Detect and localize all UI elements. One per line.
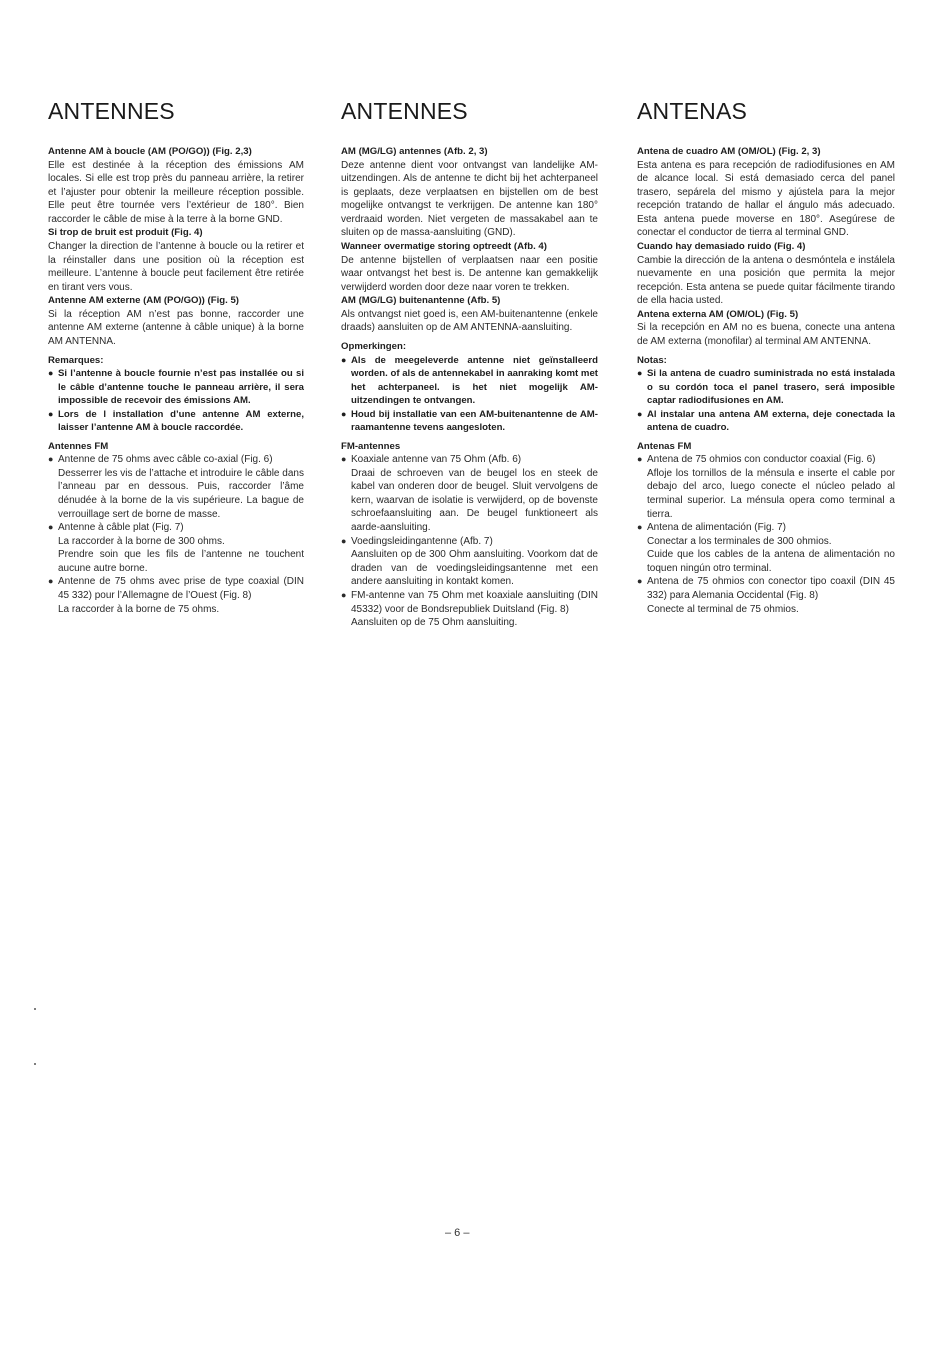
subheading: Antenas FM [637, 440, 692, 452]
list-item-text: Antenne de 75 ohms avec câble co-axial (Fig. 6) [58, 454, 273, 466]
list-item [637, 575, 895, 602]
scan-speck [34, 1008, 36, 1010]
indented-paragraph: Afloje los tornillos de la ménsula e inserte el cable por debajo del arco, luego conecte el núcleo pelado al terminal superior. La ménsula opera como terminal a tierra. [647, 467, 895, 520]
bullet-icon: ● [637, 368, 643, 379]
paragraph: Si la réception AM n’est pas bonne, raccorder une antenne AM externe (antenne à câble unique) à la borne AM ANTENNA. [48, 308, 304, 348]
bullet-icon: ● [341, 589, 347, 600]
list-item [48, 453, 304, 467]
list-item [48, 575, 304, 602]
section-title: ANTENAS [637, 98, 748, 124]
list-item-text: Si la antena de cuadro suministrada no está instalada o su cordón toca el panel trasero, será imposible captar radiodifusiones en AM. [647, 368, 895, 407]
list-item-text: Houd bij installatie van een AM-buitenantenne de AM-raamantenne tevens aangesloten. [351, 408, 598, 434]
indented-paragraph: Prendre soin que les fils de l’antenne ne touchent aucune autre borne. [58, 549, 304, 574]
bullet-icon: ● [637, 576, 643, 587]
scan-speck [34, 1063, 36, 1065]
indented-paragraph: Aansluiten op de 300 Ohm aansluiting. Voorkom dat de draden van de voedingsleidingsantenne met een andere aansluiting in kontakt komen. [351, 549, 598, 588]
list-item-text: Antena de alimentación (Fig. 7) [647, 522, 786, 534]
list-item-text: Al instalar una antena AM externa, deje conectada la antena de cuadro. [647, 408, 895, 434]
list-item [341, 535, 598, 549]
subheading: Notas: [637, 354, 667, 366]
subheading: AM (MG/LG) antennes (Afb. 2, 3) [341, 146, 488, 157]
subheading: AM (MG/LG) buitenantenne (Afb. 5) [341, 295, 501, 307]
bullet-icon: ● [637, 408, 643, 419]
column-spanish [637, 98, 895, 616]
list-item-text: Si l’antenne à boucle fournie n’est pas installée ou si le câble d’antenne touche le panneau arrière, il sera impossible de recevoir des émissions AM. [58, 368, 304, 407]
indented-paragraph: Cuide que los cables de la antena de alimentación no toquen ningún otro terminal. [647, 549, 895, 574]
list-item [48, 521, 304, 535]
bullet-icon: ● [341, 454, 347, 465]
indented-paragraph: Draai de schroeven van de beugel los en steek de kabel van onderen door de beugel. Sluit vervolgens de kern, waarvan de isolatie is verwijderd, op de bovenste schroefaansluiting aan. De beugel funktioneert als aarde-aansluiting. [351, 467, 598, 533]
subheading: Antenne AM à boucle (AM (PO/GO)) (Fig. 2,3) [48, 146, 252, 157]
paragraph: De antenne bijstellen of verplaatsen naar een positie waar ontvangst het best is. De antenne kan gemakkelijk verwijderd worden door deze naar voren te trekken. [341, 254, 598, 293]
paragraph: Esta antena es para recepción de radiodifusiones en AM de alcance local. Si está demasiado cerca del panel trasero, sepárela del mismo y ajústela para la mejor recepción tratando de hallar el ángulo más adecuado. Esta antena puede moverse en 180°. Asegúrese de conectar el conductor de tierra al terminal GND. [637, 159, 895, 239]
paragraph: Elle est destinée à la réception des émissions AM locales. Si elle est trop près du panneau arrière, la retirer et l’ajuster pour obtenir la meilleure réception possible. Elle peut être tournée vers l’extérieur de 180°. Bien raccorder le câble de mise à la terre à la borne GND. [48, 159, 304, 225]
subheading: Antenne AM externe (AM (PO/GO)) (Fig. 5) [48, 295, 239, 307]
note-item [341, 408, 598, 435]
list-item-text: Antena de 75 ohmios con conductor coaxial (Fig. 6) [647, 454, 876, 466]
column-dutch [341, 98, 598, 630]
note-item [637, 408, 895, 435]
subheading: Antena externa AM (OM/OL) (Fig. 5) [637, 308, 799, 320]
list-item-text: Koaxiale antenne van 75 Ohm (Afb. 6) [351, 454, 522, 466]
indented-paragraph: Conectar a los terminales de 300 ohmios. [647, 535, 832, 547]
column-french [48, 98, 304, 616]
bullet-icon: ● [341, 535, 347, 546]
subheading: Si trop de bruit est produit (Fig. 4) [48, 227, 203, 239]
list-item-text: Antenne de 75 ohms avec prise de type coaxial (DIN 45 332) pour l’Allemagne de l’Ouest (Fig. 8) [58, 576, 304, 602]
subheading: FM-antennes [341, 440, 401, 452]
list-item [637, 453, 895, 467]
list-item-text: Lors de l installation d’une antenne AM externe, laisser l’antenne AM à boucle raccordée. [58, 408, 304, 434]
list-item-text: Voedingsleidingantenne (Afb. 7) [351, 535, 493, 547]
note-item [637, 367, 895, 408]
subheading: Remarques: [48, 354, 104, 366]
list-item [637, 521, 895, 535]
paragraph: Cambie la dirección de la antena o desmóntela e instálela nuevamente en una posición que permita la mejor recepción. Esta antena se puede quitar fácilmente tirando de ella hacia usted. [637, 254, 895, 307]
list-item [341, 453, 598, 467]
bullet-icon: ● [48, 454, 54, 465]
list-item-text: FM-antenne van 75 Ohm met koaxiale aansluiting (DIN 45332) voor de Bondsrepubliek Duitsland (Fig. 8) [351, 589, 598, 615]
list-item [341, 589, 598, 616]
list-item-text: Als de meegeleverde antenne niet geïnstalleerd worden. of als de antennekabel in aanraking komt met het achterpaneel. is het niet mogelijk AM-uitzendingen te ontvangen. [351, 354, 598, 407]
subheading: Wanneer overmatige storing optreedt (Afb. 4) [341, 241, 547, 253]
note-item [48, 408, 304, 435]
subheading: Cuando hay demasiado ruido (Fig. 4) [637, 241, 806, 253]
paragraph: Si la recepción en AM no es buena, conecte una antena de AM externa (monofilar) al terminal AM ANTENNA. [637, 322, 895, 348]
column-body [341, 145, 598, 630]
paragraph: Deze antenne dient voor ontvangst van landelijke AM-uitzendingen. Als de antenne te dicht bij het achterpaneel is geplaats, deze verplaatsen en bijstellen om de best mogelijke ontvangst te verkrijgen. De antenne kan 180° verdraaid worden. Niet vergeten de massakabel aan te sluiten op de massa-aansluiting (GND). [341, 159, 598, 239]
note-item [48, 367, 304, 408]
bullet-icon: ● [48, 368, 54, 379]
bullet-icon: ● [48, 576, 54, 587]
subheading: Opmerkingen: [341, 341, 407, 353]
subheading: Antena de cuadro AM (OM/OL) (Fig. 2, 3) [637, 146, 821, 157]
indented-paragraph: Aansluiten op de 75 Ohm aansluiting. [351, 617, 518, 629]
paragraph: Changer la direction de l’antenne à boucle ou la retirer et la réinstaller dans une position où la réception est meilleure. L’antenne à boucle peut facilement être retirée en tirant vers vous. [48, 240, 304, 293]
paragraph: Als ontvangst niet goed is, een AM-buitenantenne (enkele draads) aansluiten op de AM ANTENNA-aansluiting. [341, 308, 598, 334]
bullet-icon: ● [48, 408, 54, 419]
subheading: Antennes FM [48, 440, 109, 452]
section-title: ANTENNES [341, 98, 468, 124]
page-number: – 6 – [445, 1227, 470, 1239]
bullet-icon: ● [48, 522, 54, 533]
bullet-icon: ● [341, 354, 347, 365]
bullet-icon: ● [637, 454, 643, 465]
section-title: ANTENNES [48, 98, 175, 124]
bullet-icon: ● [637, 522, 643, 533]
column-body [637, 145, 895, 616]
column-body [48, 145, 304, 616]
list-item-text: Antena de 75 ohmios con conector tipo coaxil (DIN 45 332) para Alemania Occidental (Fig. 8) [647, 576, 895, 602]
list-item-text: Antenne à câble plat (Fig. 7) [58, 522, 184, 534]
indented-paragraph: Conecte al terminal de 75 ohmios. [647, 603, 799, 615]
note-item [341, 354, 598, 408]
indented-paragraph: La raccorder à la borne de 300 ohms. [58, 535, 225, 547]
bullet-icon: ● [341, 408, 347, 419]
indented-paragraph: Desserrer les vis de l’attache et introduire le câble dans l’anneau par en dessous. Puis, raccorder l’âme dénudée à la borne de la vis supérieure. La bague de verrouillage sert de borne de masse. [58, 467, 304, 520]
indented-paragraph: La raccorder à la borne de 75 ohms. [58, 603, 220, 615]
